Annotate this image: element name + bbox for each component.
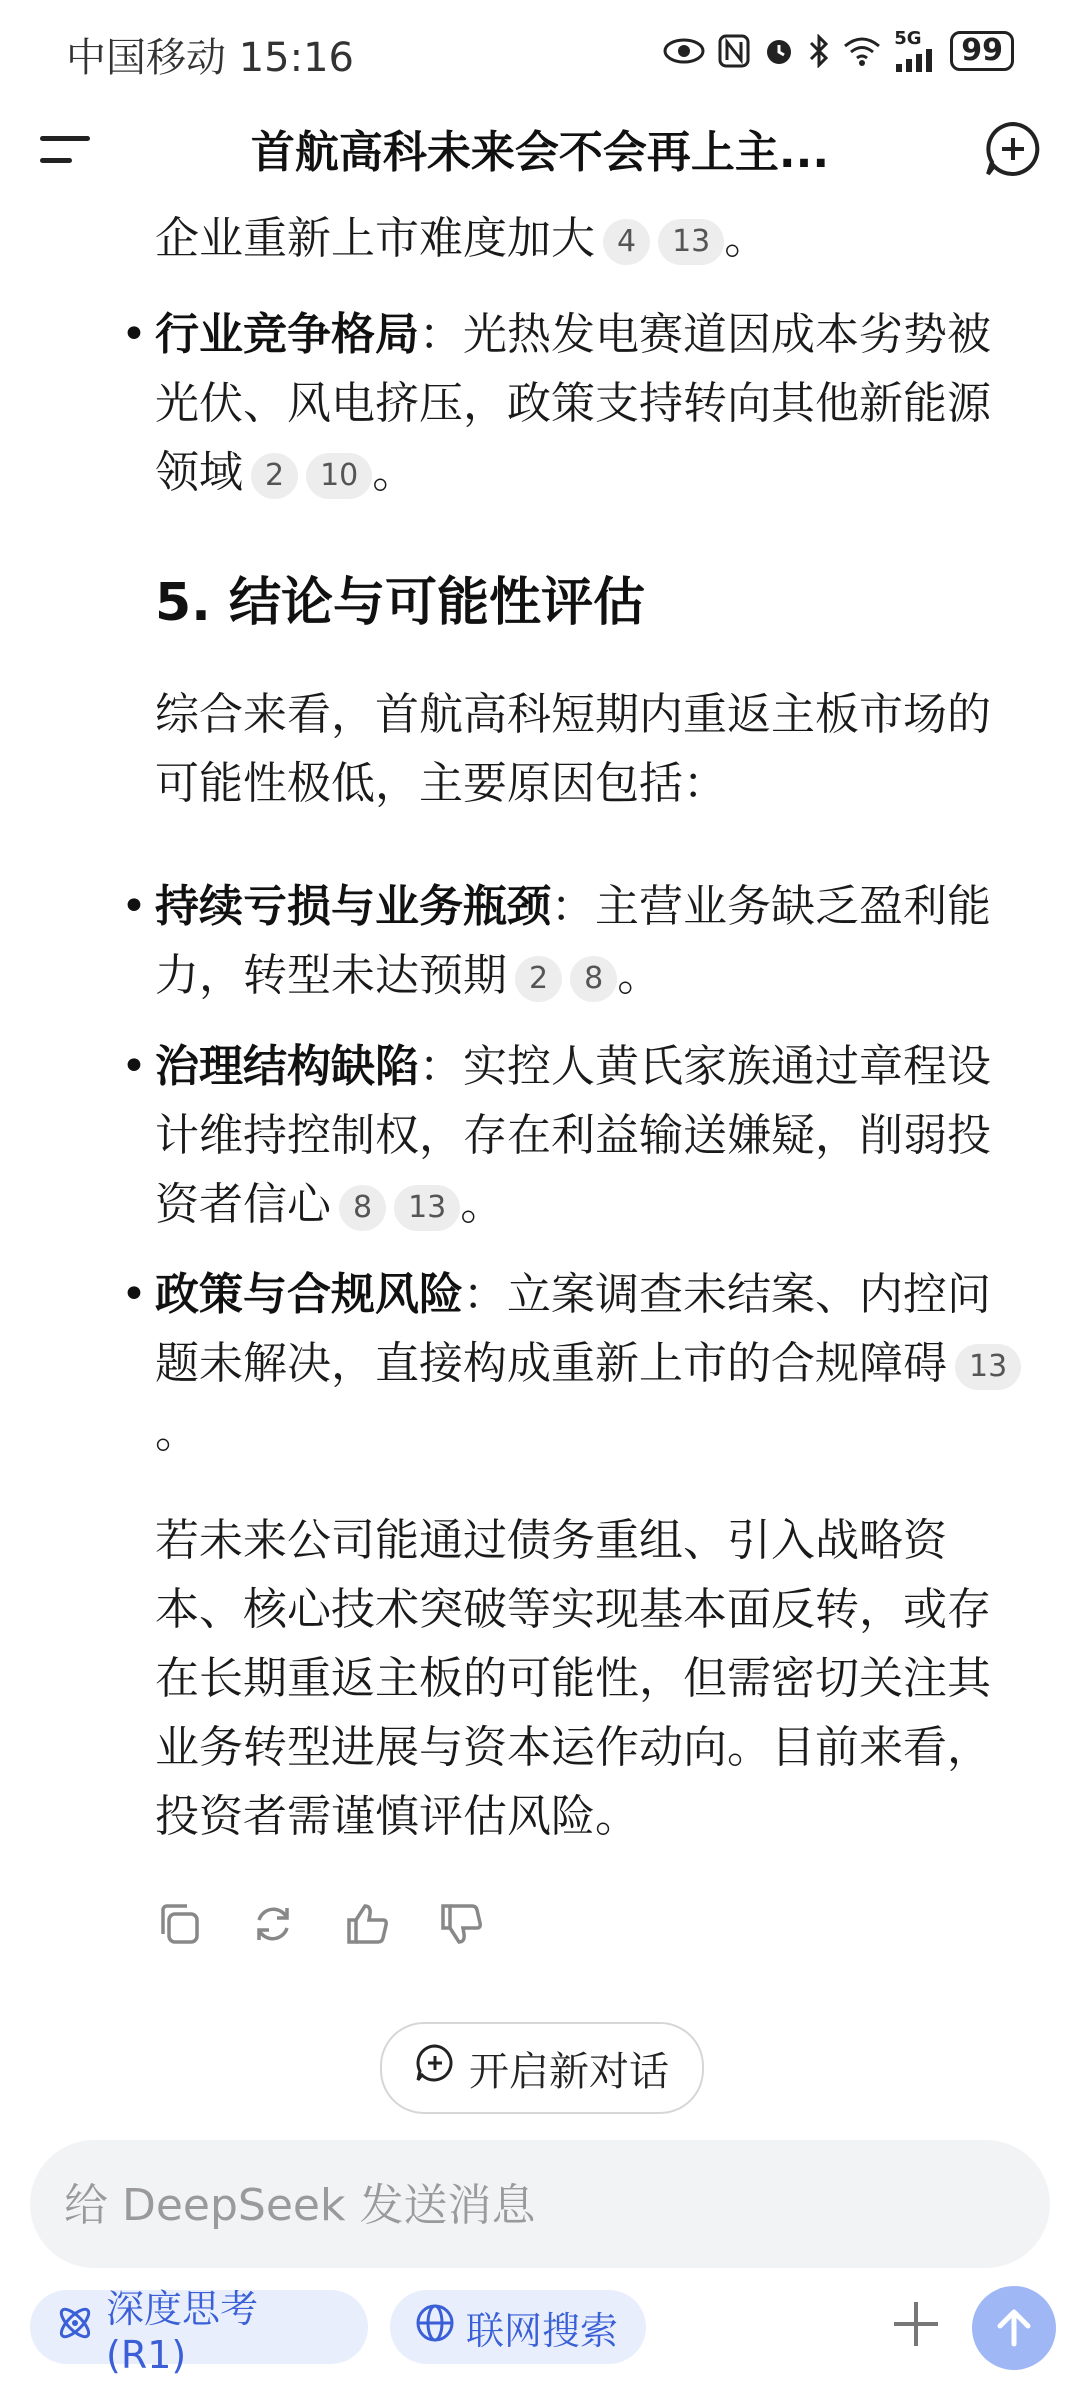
citation-badge[interactable]: 2 [251,453,298,499]
regenerate-icon[interactable] [249,1900,297,1948]
bullet-text: ：主营业务缺乏盈利能力，转型未达预期 [155,881,991,1001]
atom-icon [54,2302,96,2353]
deep-think-label: 深度思考 (R1) [106,2286,259,2377]
globe-icon [414,2302,456,2353]
bullet-reason-3 [155,1260,1025,1467]
carrier-time: 中国移动 15:16 [66,35,354,81]
attach-plus-icon[interactable] [886,2294,946,2354]
nfc-icon [718,34,750,68]
bullet-title: 政策与合规风险 [155,1269,463,1320]
thumbs-up-icon[interactable] [343,1900,391,1948]
continued-line [155,204,1025,273]
continued-text: 企业重新上市难度加大 [155,213,595,264]
citation-badge[interactable]: 10 [306,453,372,499]
eye-icon [662,36,706,66]
bullet-competition [155,300,1025,507]
citation-badge[interactable]: 8 [339,1185,386,1231]
status-bar [0,0,1080,100]
message-content [0,200,1080,1950]
battery-indicator: 99 [950,31,1014,71]
web-search-label: 联网搜索 [466,2308,619,2353]
copy-icon[interactable] [155,1900,203,1948]
signal-icon [894,30,938,72]
chat-title: 首航高科未来会不会再上主... [250,127,830,178]
conclusion-paragraph: 若未来公司能通过债务重组、引入战略资本、核心技术突破等实现基本面反转，或存在长期重返主板的可能性，但需密切关注其业务转型进展与资本运作动向。目前来看，投资者需谨慎评估风险。 [155,1515,991,1842]
citation-badge[interactable]: 13 [658,219,724,265]
period: 。 [617,950,662,1001]
message-input[interactable] [62,2140,1006,2270]
citation-badge[interactable]: 13 [955,1344,1021,1390]
status-icons [662,26,1014,76]
bullet-text: ：立案调查未结案、内控问题未解决，直接构成重新上市的合规障碍 [155,1269,991,1389]
bullet-reason-1 [155,872,1025,1010]
period: 。 [372,447,417,498]
summary-paragraph: 综合来看，首航高科短期内重返主板市场的可能性极低，主要原因包括： [155,689,991,809]
citation-badge[interactable]: 2 [515,956,562,1002]
bottom-toolbar [0,2286,1080,2377]
new-chat-label: 开启新对话 [469,2048,669,2095]
deep-think-toggle[interactable] [30,2286,368,2377]
new-chat-icon[interactable] [984,120,1042,178]
citation-badge[interactable]: 8 [570,956,617,1002]
citation-badge[interactable]: 13 [394,1185,460,1231]
network-type-label: 5G [894,28,922,49]
section-heading: 5. 结论与可能性评估 [155,573,646,633]
web-search-toggle[interactable] [390,2290,646,2364]
menu-icon[interactable] [38,130,92,170]
arrow-up-icon [992,2306,1036,2350]
message-actions [155,1900,485,1948]
thumbs-down-icon[interactable] [437,1900,485,1948]
start-new-chat-button[interactable] [380,2022,704,2114]
top-bar [0,100,1080,196]
new-chat-bubble-icon [415,2043,455,2093]
bullet-text: ：光热发电赛道因成本劣势被光伏、风电挤压，政策支持转向其他新能源领域 [155,309,991,498]
citation-badge[interactable]: 4 [603,219,650,265]
message-input-container [30,2140,1050,2268]
bullet-title: 行业竞争格局 [155,309,419,360]
period: 。 [460,1179,505,1230]
bullet-title: 持续亏损与业务瓶颈 [155,881,551,932]
bullet-text: ：实控人黄氏家族通过章程设计维持控制权，存在利益输送嫌疑，削弱投资者信心 [155,1041,991,1230]
bullet-reason-2 [155,1032,1025,1239]
bullet-title: 治理结构缺陷 [155,1041,419,1092]
bluetooth-icon [808,34,830,68]
period: 。 [724,213,769,264]
wifi-icon [842,35,882,67]
period: 。 [155,1407,199,1458]
send-button[interactable] [972,2286,1056,2370]
alarm-icon [762,34,796,68]
